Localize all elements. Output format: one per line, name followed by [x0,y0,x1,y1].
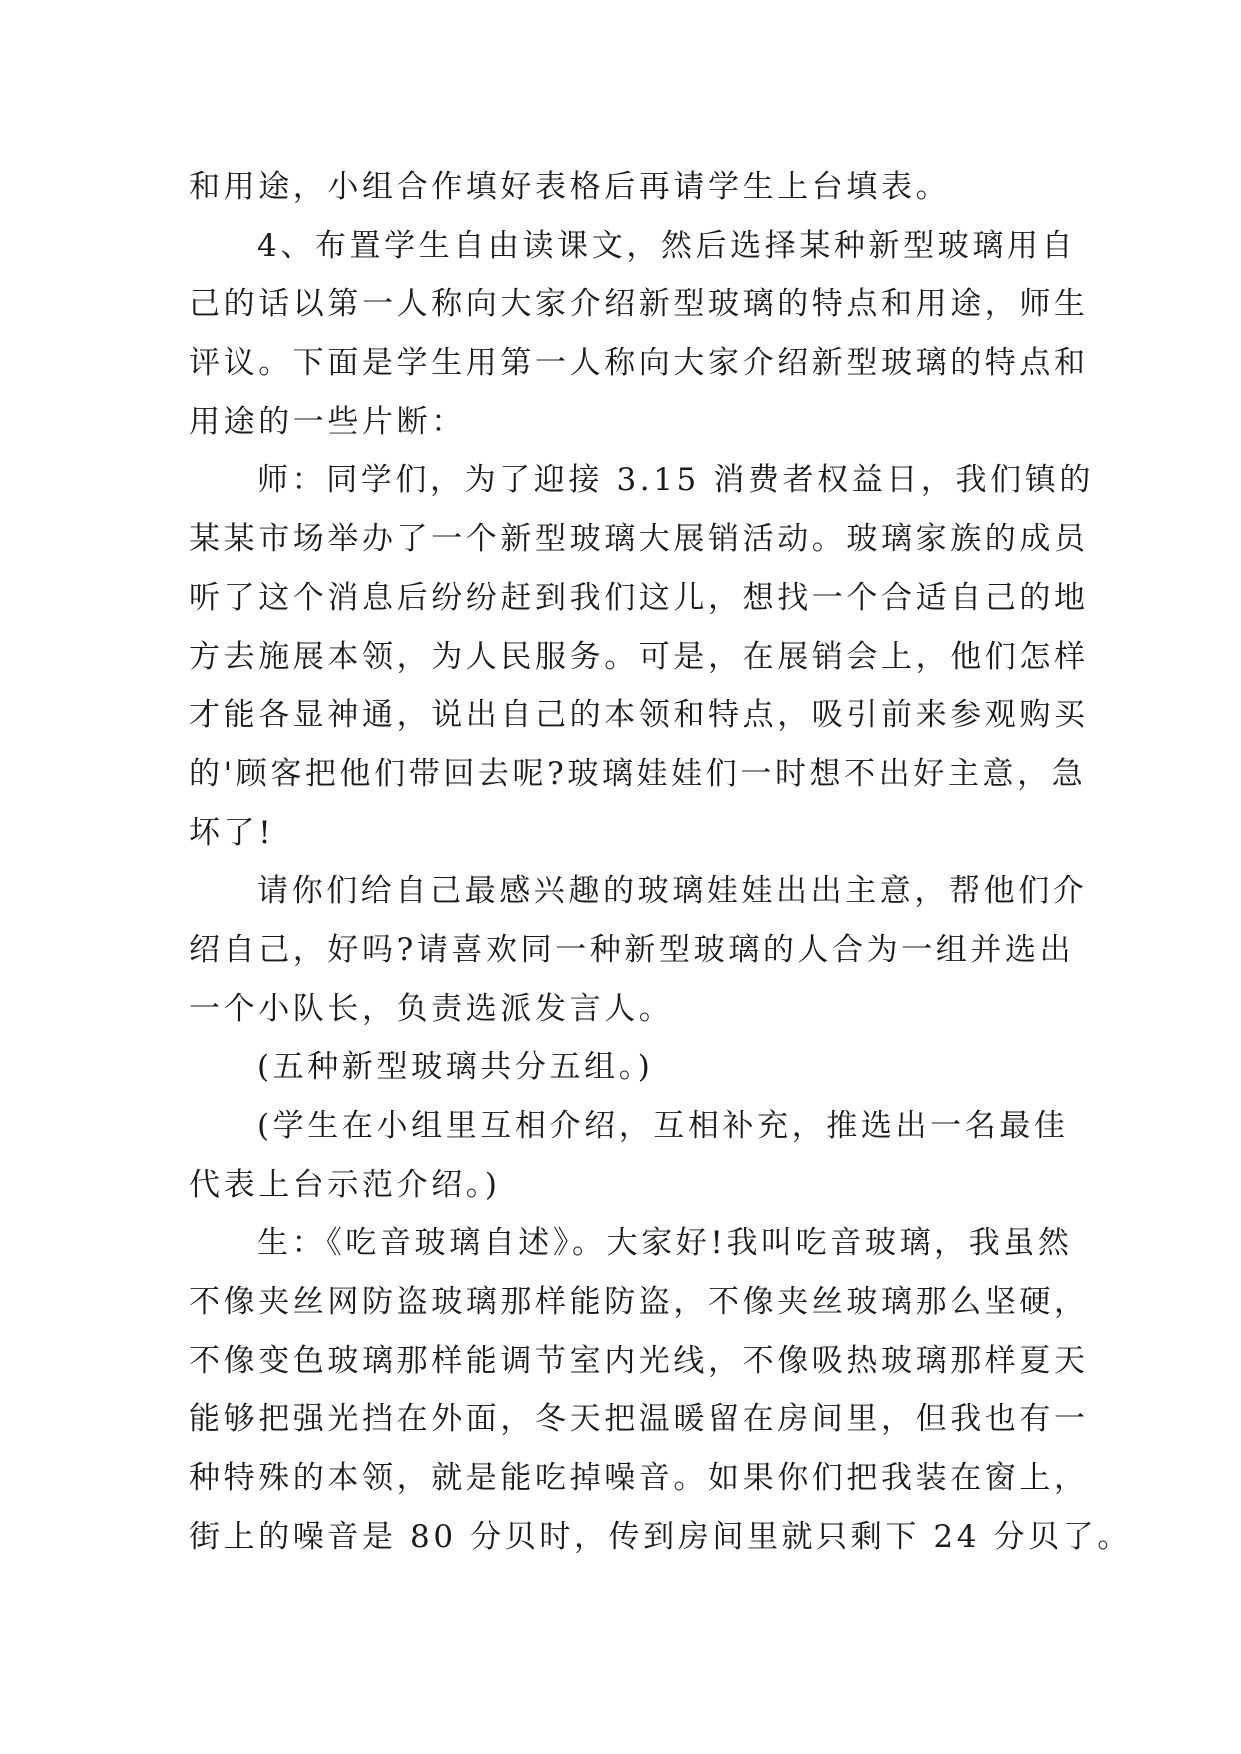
text-line: 种特殊的本领，就是能吃掉噪音。如果你们把我装在窗上， [189,1460,1089,1497]
paragraph-first-line: 4、布置学生自由读课文，然后选择某种新型玻璃用自 [257,227,1077,264]
text-line: 和用途，小组合作填好表格后再请学生上台填表。 [189,169,951,205]
text-line: 街上的噪音是 80 分贝时，传到房间里就只剩下 24 分贝了。 [189,1518,1132,1555]
text-line: 代表上台示范介绍。) [189,1166,501,1203]
text-line: 一个小队长，负责选派发言人。 [189,990,674,1027]
text-line: 绍自己，好吗?请喜欢同一种新型玻璃的人合为一组并选出 [189,931,1075,968]
text-line: 己的话以第一人称向大家介绍新型玻璃的特点和用途，师生 [189,286,1089,323]
text-line: 能够把强光挡在外面，冬天把温暖留在房间里，但我也有一 [189,1401,1089,1438]
paragraph-first-line: 师：同学们，为了迎接 3.15 消费者权益日，我们镇的 [257,462,1094,499]
text-line: 方去施展本领，为人民服务。可是，在展销会上，他们怎样 [189,638,1089,675]
text-line: 不像变色玻璃那样能调节室内光线，不像吸热玻璃那样夏天 [189,1342,1089,1379]
paragraph-first-line: (五种新型玻璃共分五组。) [257,1049,654,1086]
text-line: 才能各显神通，说出自己的本领和特点，吸引前来参观购买 [189,697,1089,734]
paragraph-first-line: (学生在小组里互相介绍，互相补充，推选出一名最佳 [257,1108,1069,1144]
paragraph-first-line: 生：《吃音玻璃自述》。大家好!我叫吃音玻璃，我虽然 [257,1225,1073,1262]
document-body [189,158,1132,1567]
text-line: 的'顾客把他们带回去呢?玻璃娃娃们一时想不出好主意，急 [189,755,1087,792]
paragraph-first-line: 请你们给自己最感兴趣的玻璃娃娃出出主意，帮他们介 [257,873,1088,910]
text-line: 听了这个消息后纷纷赶到我们这儿，想找一个合适自己的地 [189,579,1089,616]
text-line: 某某市场举办了一个新型玻璃大展销活动。玻璃家族的成员 [189,521,1089,558]
text-line: 坏了! [189,814,275,851]
text-line: 用途的一些片断： [189,403,466,440]
text-line: 评议。下面是学生用第一人称向大家介绍新型玻璃的特点和 [189,345,1089,382]
text-line: 不像夹丝网防盗玻璃那样能防盗，不像夹丝玻璃那么坚硬， [189,1284,1089,1321]
